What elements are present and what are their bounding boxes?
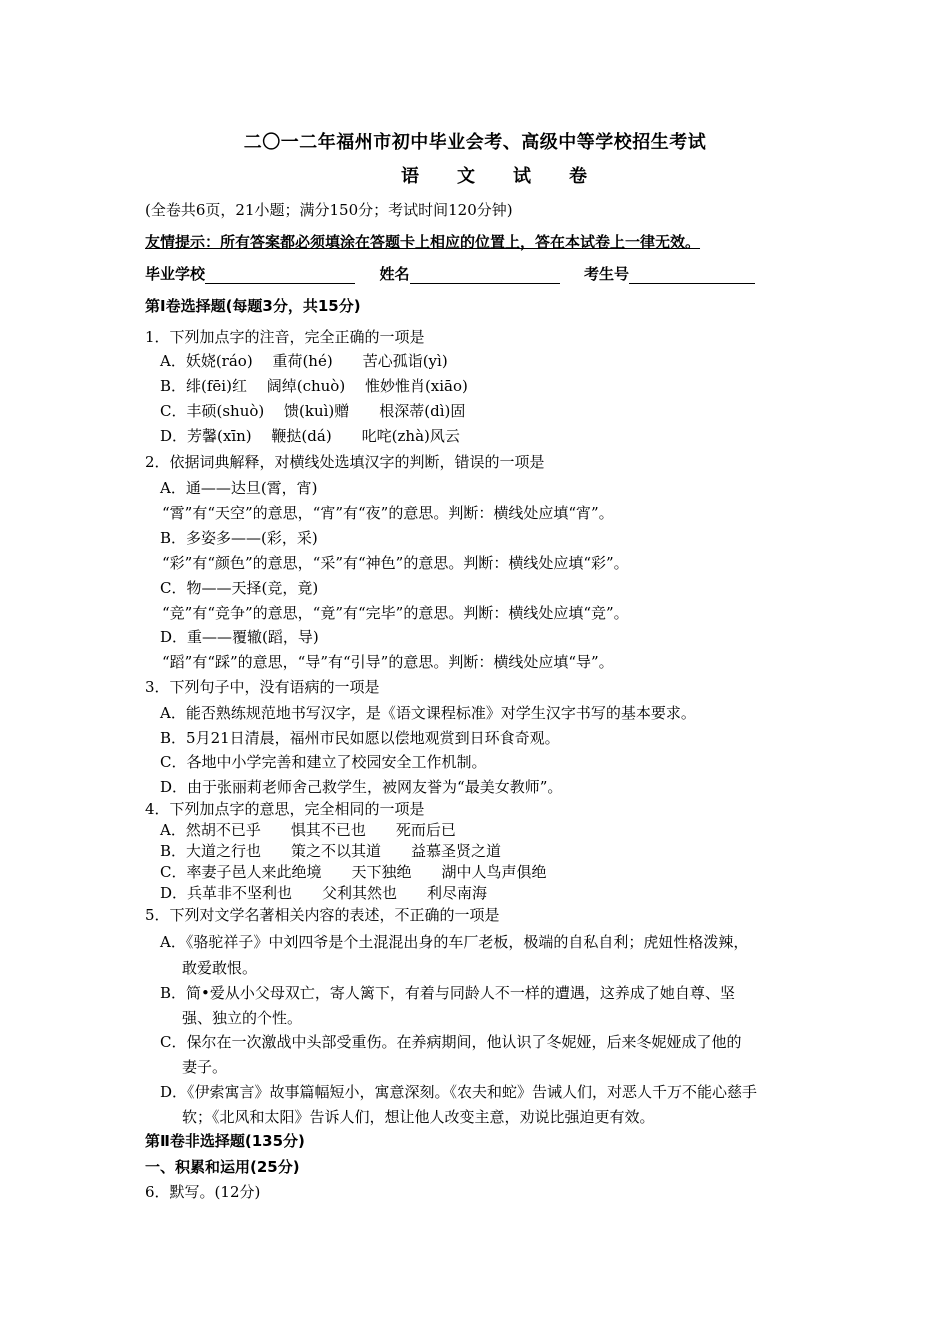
q5-option-c-line2: 妻子。 (182, 1058, 228, 1076)
exam-info: (全卷共6页，21小题；满分150分；考试时间120分钟) (145, 201, 513, 219)
q5-option-c-line1: C．保尔在一次激战中头部受重伤。在养病期间，他认识了冬妮娅，后来冬妮娅成了他的 (160, 1033, 742, 1051)
q3-option-d: D．由于张丽莉老师舍己救学生，被网友誉为“最美女教师”。 (160, 778, 563, 796)
q4-stem: 4．下列加点字的意思，完全相同的一项是 (145, 800, 425, 818)
q4-option-b: B．大道之行也 策之不以其道 益慕圣贤之道 (160, 842, 502, 860)
q5-stem: 5．下列对文学名著相关内容的表述，不正确的一项是 (145, 906, 500, 924)
id-label: 考生号 (583, 265, 629, 283)
q2-option-b: B．多姿多——(彩，采) (160, 529, 318, 547)
q2-option-c: C．物——天择(竞，竟) (160, 579, 319, 597)
q6-stem: 6．默写。(12分) (145, 1183, 261, 1201)
q5-option-d-line1: D．《伊索寓言》故事篇幅短小，寓意深刻。《农夫和蛇》告诫人们，对恶人千万不能心慈手 (160, 1083, 758, 1101)
q2-option-c-note: “竞”有“竞争”的意思，“竟”有“完毕”的意思。判断：横线处应填“竞”。 (162, 604, 629, 622)
section1-heading: 一、积累和运用(25分) (145, 1158, 300, 1176)
q2-option-d: D．重——覆辙(蹈，导) (160, 628, 319, 646)
school-blank[interactable] (205, 267, 355, 284)
q1-option-d: D．芳馨(xīn) 鞭挞(dá) 叱咤(zhà)风云 (160, 427, 460, 445)
q2-stem: 2．依据词典解释，对横线处选填汉字的判断，错误的一项是 (145, 453, 545, 471)
q2-option-a-note: “霄”有“天空”的意思，“宵”有“夜”的意思。判断：横线处应填“宵”。 (162, 504, 614, 522)
q2-option-a: A．通——达旦(霄，宵) (160, 479, 318, 497)
q3-option-c: C．各地中小学完善和建立了校园安全工作机制。 (160, 753, 487, 771)
q1-stem: 1．下列加点字的注音，完全正确的一项是 (145, 328, 425, 346)
q2-option-b-note: “彩”有“颜色”的意思，“采”有“神色”的意思。判断：横线处应填“彩”。 (162, 554, 629, 572)
q1-option-b: B．绯(fēi)红 阔绰(chuò) 惟妙惟肖(xiāo) (160, 377, 468, 395)
id-blank[interactable] (629, 267, 755, 284)
exam-tip: 友情提示：所有答案都必须填涂在答题卡上相应的位置上，答在本试卷上一律无效。 (145, 233, 701, 251)
q4-option-c: C．率妻子邑人来此绝境 天下独绝 湖中人鸟声俱绝 (160, 863, 547, 881)
part2-heading: 第Ⅱ卷非选择题(135分) (145, 1132, 305, 1150)
q2-option-d-note: “蹈”有“踩”的意思，“导”有“引导”的意思。判断：横线处应填“导”。 (162, 653, 614, 671)
exam-title: 二〇一二年福州市初中毕业会考、高级中等学校招生考试 (243, 132, 707, 153)
q5-option-b-line1: B．简•爱从小父母双亡，寄人篱下，有着与同龄人不一样的遭遇，这养成了她自尊、坚 (160, 984, 735, 1002)
q5-option-a-line1: A．《骆驼祥子》中刘四爷是个土混混出身的车厂老板，极端的自私自利；虎妞性格泼辣， (160, 933, 749, 951)
student-fields (145, 264, 755, 284)
q4-option-d: D．兵革非不坚利也 父利其然也 利尽南海 (160, 884, 488, 902)
q3-stem: 3．下列句子中，没有语病的一项是 (145, 678, 380, 696)
q3-option-a: A．能否熟练规范地书写汉字，是《语文课程标准》对学生汉字书写的基本要求。 (160, 704, 696, 722)
name-blank[interactable] (410, 267, 560, 284)
q1-option-c: C．丰硕(shuò) 馈(kuì)赠 根深蒂(dì)固 (160, 402, 466, 420)
q5-option-a-line2: 敢爱敢恨。 (182, 959, 258, 977)
q5-option-b-line2: 强、独立的个性。 (182, 1009, 303, 1027)
school-label: 毕业学校 (145, 265, 206, 283)
q4-option-a: A．然胡不已乎 惧其不已也 死而后已 (160, 821, 456, 839)
q5-option-d-line2: 软；《北风和太阳》告诉人们，想让他人改变主意，劝说比强迫更有效。 (182, 1108, 655, 1126)
exam-subtitle: 语文试卷 (401, 166, 625, 187)
q1-option-a: A．妖娆(ráo) 重荷(hé) 苦心孤诣(yì) (160, 352, 448, 370)
q3-option-b: B．5月21日清晨，福州市民如愿以偿地观赏到日环食奇观。 (160, 729, 560, 747)
part1-heading: 第Ⅰ卷选择题(每题3分，共15分) (145, 297, 361, 315)
name-label: 姓名 (379, 265, 410, 283)
